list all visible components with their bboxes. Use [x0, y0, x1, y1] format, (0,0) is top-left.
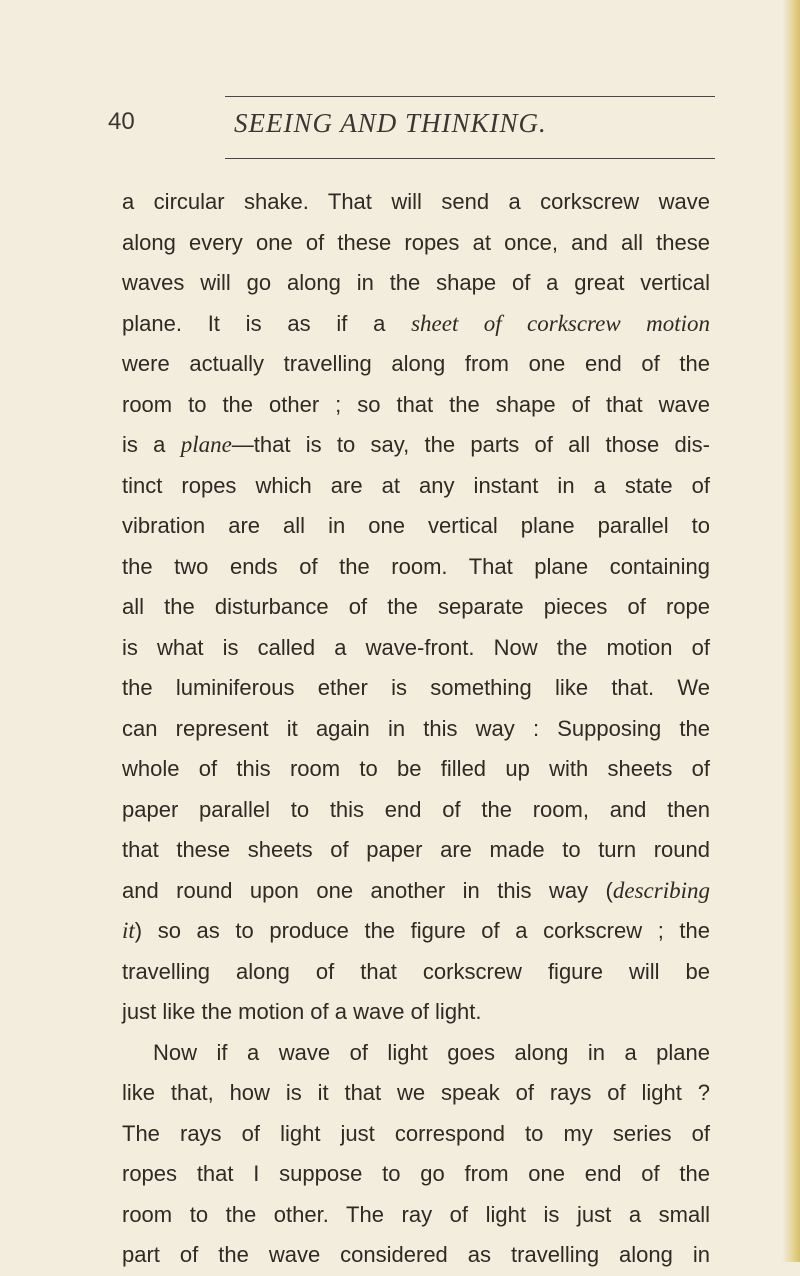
body-text	[122, 182, 710, 1276]
text-line: like that, how is it that we speak of rays of light ?	[122, 1080, 710, 1105]
text-line: Now if a wave of light goes along in a plane	[153, 1039, 710, 1065]
text-line: a circular shake. That will send a corkscrew wave	[122, 189, 710, 214]
text-line: the two ends of the room. That plane containing	[122, 553, 710, 579]
header-rule-bottom	[225, 158, 715, 159]
header-rule-top	[225, 96, 715, 97]
text-line: part of the wave considered as travelling along in	[122, 1242, 710, 1267]
text-run: plane. It is as if a	[122, 310, 386, 336]
text-line	[122, 911, 710, 952]
text-line: waves will go along in the shape of a great vertical	[122, 270, 710, 295]
text-line	[122, 304, 710, 345]
italic-phrase: plane	[180, 432, 232, 457]
text-line	[122, 871, 710, 912]
page-header	[108, 108, 708, 148]
italic-phrase: it	[122, 918, 135, 943]
text-line: paper parallel to this end of the room, and then	[122, 796, 710, 822]
text-run: and round upon one another in this way (	[122, 877, 613, 903]
text-line: the luminiferous ether is something like that. We	[122, 675, 710, 700]
text-line: room to the other. The ray of light is just a small	[122, 1201, 710, 1227]
text-line: The rays of light just correspond to my series of	[122, 1120, 710, 1146]
text-line: ropes that I suppose to go from one end of the	[122, 1161, 710, 1186]
page-number: 40	[108, 108, 135, 135]
text-line: travelling along of that corkscrew figure will be	[122, 958, 710, 984]
text-line: can represent it again in this way : Supposing the	[122, 715, 710, 741]
text-line: just like the motion of a wave of light.	[122, 999, 482, 1024]
running-head: SEEING AND THINKING.	[234, 108, 547, 138]
page-edge	[782, 0, 800, 1262]
text-line: whole of this room to be filled up with sheets of	[122, 756, 710, 781]
text-run: —that is to say, the parts of all those dis-	[231, 432, 710, 457]
text-line: tinct ropes which are at any instant in a state of	[122, 472, 710, 498]
text-line: were actually travelling along from one end of the	[122, 351, 710, 376]
text-line: room to the other ; so that the shape of that wave	[122, 391, 710, 417]
text-line	[122, 425, 710, 466]
text-run: is a	[122, 432, 166, 457]
text-line: vibration are all in one vertical plane parallel to	[122, 513, 710, 538]
text-line: along every one of these ropes at once, and all these	[122, 229, 710, 255]
italic-phrase: describing	[612, 877, 710, 903]
text-run: ) so as to produce the figure of a corkscrew ; the	[134, 918, 710, 943]
text-line: is what is called a wave-front. Now the motion of	[122, 634, 710, 660]
text-line: all the disturbance of the separate pieces of rope	[122, 594, 710, 619]
italic-phrase: sheet of corkscrew motion	[411, 310, 710, 336]
text-line: that these sheets of paper are made to turn round	[122, 837, 710, 862]
